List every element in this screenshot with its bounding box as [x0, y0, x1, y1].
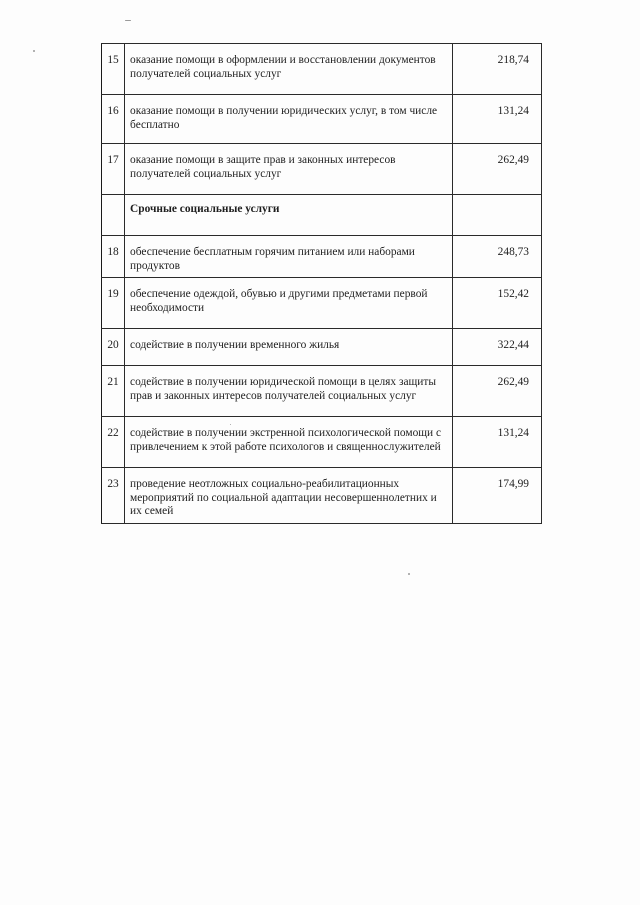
table-row — [102, 95, 542, 144]
service-price: 218,74 — [453, 44, 542, 95]
row-number: 20 — [102, 329, 125, 366]
service-description: содействие в получении временного жилья — [125, 329, 453, 366]
row-number: 21 — [102, 366, 125, 417]
service-description: оказание помощи в оформлении и восстановлении документов получателей социальных услуг — [125, 44, 453, 95]
service-price: 248,73 — [453, 236, 542, 278]
service-description: проведение неотложных социально-реабилитационных мероприятий по социальной адаптации несовершеннолетних и их семей — [125, 468, 453, 524]
service-price: 262,49 — [453, 144, 542, 195]
table-row — [102, 236, 542, 278]
row-number: 18 — [102, 236, 125, 278]
service-description: оказание помощи в получении юридических услуг, в том числе бесплатно — [125, 95, 453, 144]
service-price: 152,42 — [453, 278, 542, 329]
row-number: 16 — [102, 95, 125, 144]
section-title: Срочные социальные услуги — [125, 195, 453, 236]
service-price: 322,44 — [453, 329, 542, 366]
table-row — [102, 417, 542, 468]
empty-cell — [453, 195, 542, 236]
service-description: содействие в получении экстренной психологической помощи с привлечением к этой работе психологов и священнослужителей — [125, 417, 453, 468]
row-number: 22 — [102, 417, 125, 468]
service-description: обеспечение бесплатным горячим питанием или наборами продуктов — [125, 236, 453, 278]
section-header-row — [102, 195, 542, 236]
table-row — [102, 278, 542, 329]
service-description: оказание помощи в защите прав и законных интересов получателей социальных услуг — [125, 144, 453, 195]
scan-speck — [125, 20, 131, 21]
row-number: 23 — [102, 468, 125, 524]
table-row — [102, 468, 542, 524]
row-number: 17 — [102, 144, 125, 195]
service-description: обеспечение одеждой, обувью и другими предметами первой необходимости — [125, 278, 453, 329]
row-number: 15 — [102, 44, 125, 95]
service-price: 131,24 — [453, 95, 542, 144]
service-price: 262,49 — [453, 366, 542, 417]
table-row — [102, 44, 542, 95]
row-number: 19 — [102, 278, 125, 329]
scan-speck — [33, 50, 35, 52]
scan-speck — [408, 573, 410, 575]
empty-cell — [102, 195, 125, 236]
table-row — [102, 329, 542, 366]
service-description: содействие в получении юридической помощи в целях защиты прав и законных интересов получателей социальных услуг — [125, 366, 453, 417]
service-price: 131,24 — [453, 417, 542, 468]
services-price-table — [101, 43, 542, 524]
service-price: 174,99 — [453, 468, 542, 524]
table-row — [102, 144, 542, 195]
table-row — [102, 366, 542, 417]
